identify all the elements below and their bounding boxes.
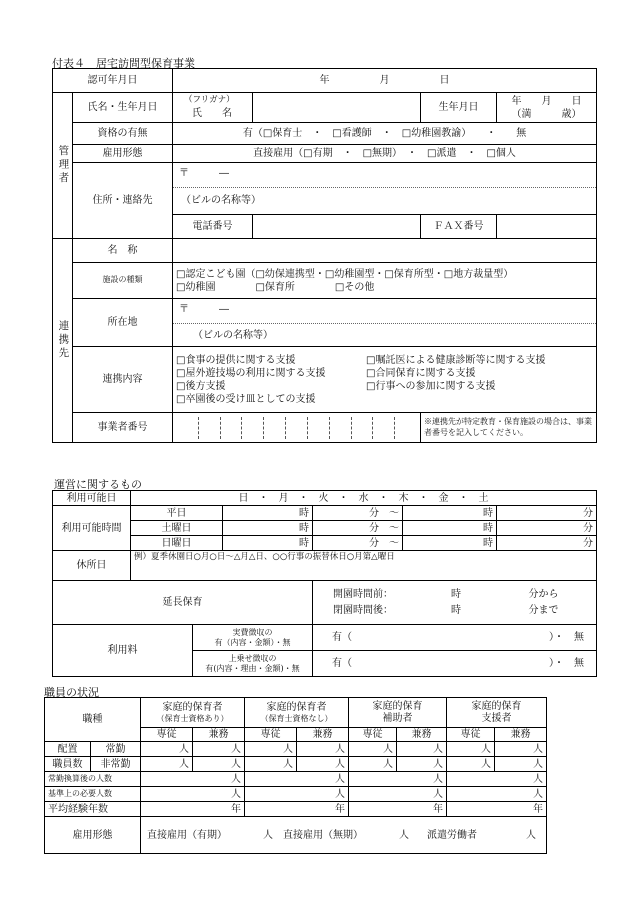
facility-info-table — [52, 68, 597, 443]
building-name: （ビルの名称等） — [181, 195, 261, 206]
cooperation-options[interactable] — [173, 347, 597, 413]
fee-extra-open: 有（ — [332, 658, 352, 669]
tel-field[interactable] — [253, 215, 421, 239]
converted-count-label: 常勤換算後の人数 — [45, 772, 141, 787]
birth-date-value: 年 月 日 — [511, 95, 582, 107]
count-cell[interactable]: 人 — [297, 757, 349, 772]
subhead-part: 兼務 — [495, 728, 547, 742]
ext-after-minute[interactable]: 分まで — [528, 605, 559, 616]
name-sub-label: 氏 名 — [192, 107, 232, 119]
emp-dispatch-unit: 人 — [526, 829, 536, 841]
birth-date-label: 生年月日 — [421, 93, 497, 123]
employment-form-label: 雇用形態 — [45, 817, 141, 854]
subhead-part: 兼務 — [193, 728, 245, 742]
subhead-part: 兼務 — [297, 728, 349, 742]
minute-end[interactable]: 分 — [497, 506, 597, 521]
approval-date-label: 認可年月日 — [53, 69, 173, 93]
hour-end[interactable]: 時 — [403, 521, 497, 536]
count-cell[interactable]: 人 — [193, 757, 245, 772]
emp-direct-fixed[interactable] — [141, 817, 279, 853]
coop-item[interactable]: □後方支援 — [176, 380, 226, 392]
location-field[interactable] — [173, 299, 597, 347]
emp-direct-permanent-unit: 人 — [399, 829, 409, 841]
hour-start[interactable]: 時 — [223, 536, 313, 551]
col-assistant — [349, 698, 447, 728]
col-supporter-l1: 家庭的保育 — [471, 700, 522, 712]
count-cell[interactable]: 人 — [297, 742, 349, 757]
experience-cell[interactable]: 年 — [245, 802, 349, 817]
postal-code: 〒 ― — [173, 163, 596, 188]
form-title: 付表４ 居宅訪問型保育事業 — [52, 57, 195, 70]
fee-actual-line1: 実費徴収の — [232, 627, 273, 637]
count-label-2: 職員数 — [45, 757, 91, 772]
hour-end[interactable]: 時 — [403, 506, 497, 521]
coop-item[interactable]: □嘱託医による健康診断等に関する支援 — [366, 354, 546, 366]
facility-type-options[interactable] — [173, 263, 597, 299]
experience-label: 平均経験年数 — [45, 802, 141, 817]
business-number-field[interactable] — [173, 413, 421, 443]
col-supporter — [447, 698, 547, 728]
subhead-part: 兼務 — [397, 728, 447, 742]
count-cell[interactable]: 人 — [397, 757, 447, 772]
hours-day-saturday: 土曜日 — [131, 521, 223, 536]
count-cell[interactable]: 人 — [349, 742, 397, 757]
required-count-label: 基準上の必要人数 — [45, 787, 141, 802]
fee-extra-label — [193, 651, 313, 677]
partner-name-label: 名 称 — [73, 239, 173, 263]
required-count-cell[interactable]: 人 — [141, 787, 245, 802]
location-label: 所在地 — [73, 299, 173, 347]
name-field[interactable] — [253, 93, 421, 123]
col-caregiver-unqualified-l2: （保育士資格なし） — [260, 713, 333, 723]
hour-end[interactable]: 時 — [403, 536, 497, 551]
subhead-full: 専従 — [349, 728, 397, 742]
manager-label: 管理者 — [53, 93, 73, 239]
parttime-label: 非常勤 — [91, 757, 141, 772]
count-label-1: 配置 — [45, 742, 91, 757]
col-caregiver-unqualified-l1: 家庭的保育者 — [266, 701, 327, 713]
count-cell[interactable]: 人 — [245, 742, 297, 757]
name-birth-label: 氏名・生年月日 — [73, 93, 173, 123]
count-cell[interactable]: 人 — [397, 742, 447, 757]
converted-count-cell[interactable]: 人 — [141, 772, 245, 787]
count-cell[interactable]: 人 — [447, 742, 495, 757]
staff-heading: 職員の状況 — [44, 686, 99, 699]
ext-after-label: 閉園時間後： — [333, 605, 393, 616]
coop-item[interactable]: □屋外遊技場の利用に関する支援 — [176, 367, 326, 379]
experience-cell[interactable]: 年 — [447, 802, 547, 817]
col-assistant-l2: 補助者 — [382, 712, 413, 724]
available-days-label: 利用可能日 — [53, 491, 131, 506]
subhead-full: 専従 — [141, 728, 193, 742]
count-cell[interactable]: 人 — [349, 757, 397, 772]
fax-field[interactable] — [497, 215, 597, 239]
count-cell[interactable]: 人 — [141, 757, 193, 772]
partner-name-field[interactable] — [173, 239, 597, 263]
col-caregiver-qualified-l1: 家庭的保育者 — [162, 701, 223, 713]
address-field[interactable] — [173, 163, 597, 215]
fee-label: 利用料 — [53, 625, 193, 677]
fee-actual-close: ）・ 無 — [549, 632, 585, 643]
converted-count-cell[interactable]: 人 — [245, 772, 349, 787]
emp-direct-permanent[interactable] — [279, 817, 415, 853]
holiday-field[interactable]: 例）夏季休園日○月○日〜△月△日、○○行事の振替休日○月第△曜日 — [131, 551, 597, 581]
hour-start[interactable]: 時 — [223, 521, 313, 536]
fee-actual-label — [193, 625, 313, 651]
fee-extra-line1: 上乗せ徴収の — [228, 653, 277, 663]
fax-label: ＦＡＸ番号 — [421, 215, 497, 239]
ext-before-hour[interactable]: 時 — [451, 589, 461, 600]
coop-item[interactable]: □食事の提供に関する支援 — [176, 354, 296, 366]
employment-form-field[interactable] — [141, 817, 547, 854]
fee-actual-line2: 有（内容・金額）・無 — [214, 637, 291, 647]
partner-label: 連携先 — [53, 239, 73, 443]
minute-start[interactable]: 分 〜 — [313, 536, 403, 551]
emp-direct-fixed-unit: 人 — [263, 829, 273, 841]
employment-type-label: 雇用形態 — [73, 145, 173, 163]
coop-item[interactable]: □行事への参加に関する支援 — [366, 380, 496, 392]
coop-item[interactable]: □合同保育に関する支援 — [366, 367, 476, 379]
ext-after-hour[interactable]: 時 — [451, 605, 461, 616]
col-assistant-l1: 家庭的保育 — [372, 700, 423, 712]
hours-day-sunday: 日曜日 — [131, 536, 223, 551]
address-contact-label: 住所・連絡先 — [73, 163, 173, 239]
tel-label: 電話番号 — [173, 215, 253, 239]
fee-actual-field[interactable] — [313, 625, 597, 651]
staff-table — [44, 697, 547, 854]
qualification-label: 資格の有無 — [73, 123, 173, 145]
available-days-options[interactable]: 日 ・ 月 ・ 火 ・ 水 ・ 木 ・ 金 ・ 土 — [131, 491, 597, 506]
count-cell[interactable]: 人 — [245, 757, 297, 772]
subhead-full: 専従 — [447, 728, 495, 742]
fee-extra-field[interactable] — [313, 651, 597, 677]
experience-cell[interactable]: 年 — [349, 802, 447, 817]
holiday-label: 休所日 — [53, 551, 131, 581]
ext-before-minute[interactable]: 分から — [528, 589, 559, 600]
business-number-note: ※連携先が特定教育・保育施設の場合は、事業者番号を記入してください。 — [421, 413, 597, 443]
facility-type-line-2: □幼稚園 □保育所 □その他 — [176, 281, 375, 293]
fulltime-label: 常勤 — [91, 742, 141, 757]
extended-care-field[interactable] — [313, 581, 597, 625]
emp-direct-permanent-label: 直接雇用（無期） — [283, 829, 363, 841]
fee-actual-open: 有（ — [332, 632, 352, 643]
col-supporter-l2: 支援者 — [481, 712, 512, 724]
name-furigana-cell[interactable] — [173, 93, 253, 123]
fee-extra-line2: 有(内容・理由・金額)・無 — [205, 663, 300, 673]
operation-table — [52, 490, 597, 677]
qualification-options[interactable]: 有（□保育士 ・ □看護師 ・ □幼稚園教諭） ・ 無 — [173, 123, 597, 145]
required-count-cell[interactable]: 人 — [349, 787, 447, 802]
col-caregiver-qualified-l2: （保育士資格あり） — [156, 713, 229, 723]
count-cell[interactable]: 人 — [193, 742, 245, 757]
count-cell[interactable]: 人 — [495, 742, 547, 757]
location-postal: 〒 ― — [173, 299, 596, 324]
minute-end[interactable]: 分 — [497, 536, 597, 551]
count-cell[interactable]: 人 — [447, 757, 495, 772]
subhead-full: 専従 — [245, 728, 297, 742]
emp-dispatch[interactable] — [415, 817, 546, 853]
hours-day-weekday: 平日 — [131, 506, 223, 521]
experience-cell[interactable]: 年 — [141, 802, 245, 817]
operation-heading: 運営に関するもの — [54, 478, 142, 491]
coop-item[interactable]: □卒園後の受け皿としての支援 — [176, 393, 316, 405]
col-caregiver-qualified — [141, 698, 245, 728]
hour-start[interactable]: 時 — [223, 506, 313, 521]
emp-direct-fixed-label: 直接雇用（有期） — [147, 829, 227, 841]
furigana-label: （フリガナ） — [184, 95, 235, 106]
business-number-label: 事業者番号 — [73, 413, 173, 443]
required-count-cell[interactable]: 人 — [245, 787, 349, 802]
facility-type-line-1: □認定こども園（□幼保連携型・□幼稚園型・□保育所型・□地方裁量型） — [176, 268, 514, 280]
count-cell[interactable]: 人 — [495, 757, 547, 772]
count-cell[interactable]: 人 — [141, 742, 193, 757]
ext-before-label: 開園時間前： — [333, 589, 393, 600]
job-type-label: 職種 — [45, 698, 141, 742]
minute-start[interactable]: 分 〜 — [313, 521, 403, 536]
minute-start[interactable]: 分 〜 — [313, 506, 403, 521]
business-number-boxes — [177, 417, 416, 439]
location-building: （ビルの名称等） — [193, 330, 273, 341]
age-value: （満 歳） — [511, 108, 582, 120]
converted-count-cell[interactable]: 人 — [349, 772, 447, 787]
minute-end[interactable]: 分 — [497, 521, 597, 536]
employment-type-options[interactable]: 直接雇用（□有期 ・ □無期） ・ □派遣 ・ □個人 — [173, 145, 597, 163]
facility-type-label: 施設の種類 — [73, 263, 173, 299]
col-caregiver-unqualified — [245, 698, 349, 728]
birth-date-field[interactable] — [497, 93, 597, 123]
emp-dispatch-label: 派遣労働者 — [427, 829, 477, 841]
fee-extra-close: ）・ 無 — [549, 658, 585, 669]
approval-date-field[interactable]: 年 月 日 — [173, 69, 597, 93]
cooperation-label: 連携内容 — [73, 347, 173, 413]
extended-care-label: 延長保育 — [53, 581, 313, 625]
converted-count-cell[interactable]: 人 — [447, 772, 547, 787]
required-count-cell[interactable]: 人 — [447, 787, 547, 802]
available-hours-label: 利用可能時間 — [53, 506, 131, 551]
